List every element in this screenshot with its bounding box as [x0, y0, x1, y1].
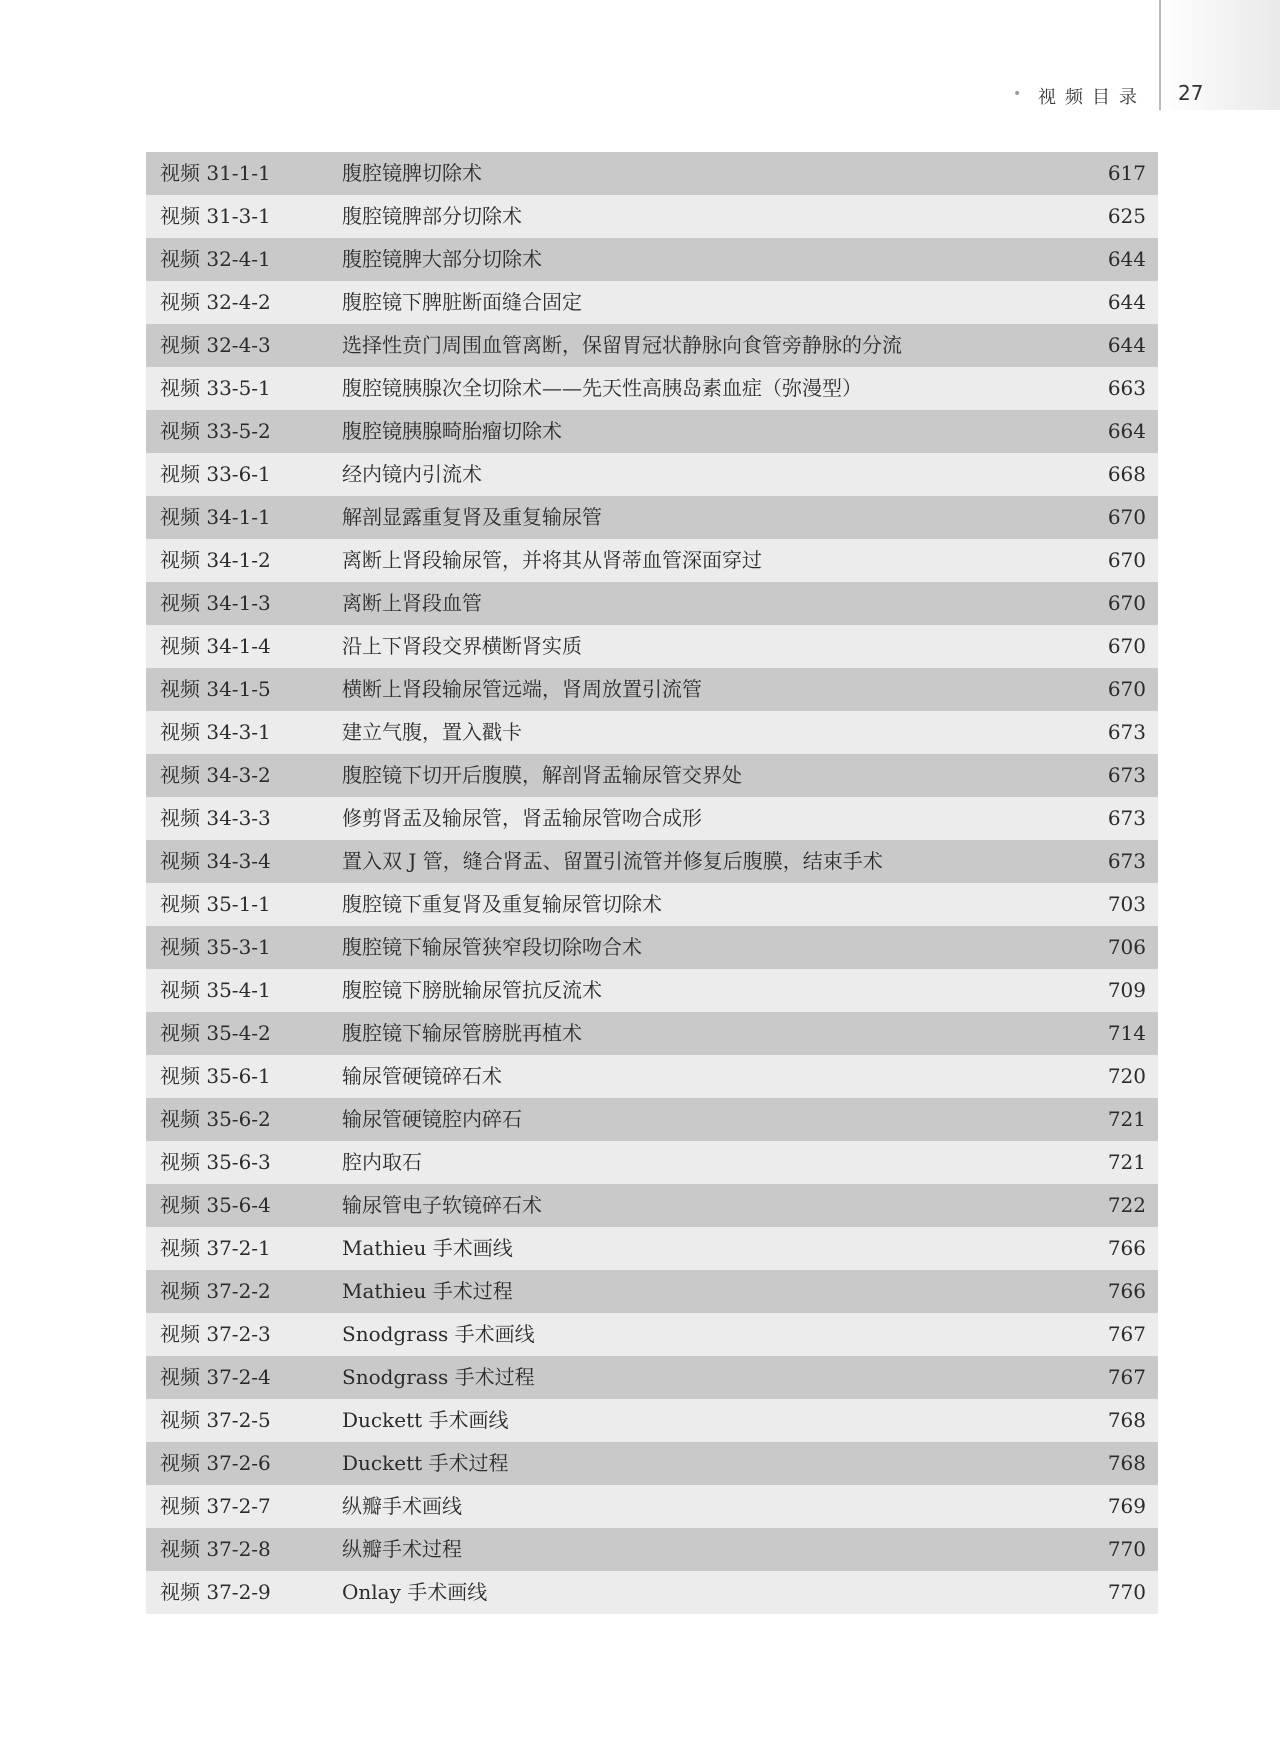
video-title: 选择性贲门周围血管离断，保留胃冠状静脉向食管旁静脉的分流	[342, 333, 902, 357]
video-page-number: 617	[1107, 161, 1146, 185]
video-page-number: 709	[1107, 978, 1146, 1002]
video-page-number: 721	[1107, 1150, 1146, 1174]
video-page-number: 768	[1107, 1451, 1146, 1475]
video-id: 视频 35-3-1	[160, 935, 271, 959]
video-title: Snodgrass 手术画线	[342, 1322, 535, 1346]
video-id: 视频 33-6-1	[160, 462, 271, 486]
video-entry-row[interactable]	[146, 238, 1158, 281]
video-id: 视频 37-2-2	[160, 1279, 271, 1303]
video-page-number: 768	[1107, 1408, 1146, 1432]
video-id: 视频 34-3-2	[160, 763, 271, 787]
video-title: 建立气腹，置入戳卡	[342, 720, 522, 744]
video-entry-row[interactable]	[146, 324, 1158, 367]
video-entry-row[interactable]	[146, 1442, 1158, 1485]
video-id: 视频 35-6-2	[160, 1107, 271, 1131]
video-entry-row[interactable]	[146, 1270, 1158, 1313]
video-id: 视频 33-5-1	[160, 376, 271, 400]
video-title: 横断上肾段输尿管远端，肾周放置引流管	[342, 677, 702, 701]
video-id: 视频 34-1-4	[160, 634, 271, 658]
video-entry-row[interactable]	[146, 883, 1158, 926]
video-id: 视频 34-3-3	[160, 806, 271, 830]
video-page-number: 673	[1107, 849, 1146, 873]
video-id: 视频 32-4-3	[160, 333, 271, 357]
video-index-table	[146, 152, 1158, 1614]
video-title: Snodgrass 手术过程	[342, 1365, 535, 1389]
video-page-number: 721	[1107, 1107, 1146, 1131]
video-id: 视频 35-4-1	[160, 978, 271, 1002]
video-entry-row[interactable]	[146, 367, 1158, 410]
video-page-number: 670	[1107, 591, 1146, 615]
video-title: 纵瓣手术过程	[342, 1537, 462, 1561]
video-page-number: 673	[1107, 763, 1146, 787]
video-title: Duckett 手术画线	[342, 1408, 509, 1432]
video-title: 腹腔镜下脾脏断面缝合固定	[342, 290, 582, 314]
video-page-number: 644	[1107, 247, 1146, 271]
video-id: 视频 31-1-1	[160, 161, 271, 185]
video-page-number: 766	[1107, 1279, 1146, 1303]
video-page-number: 714	[1107, 1021, 1146, 1045]
video-id: 视频 35-6-4	[160, 1193, 271, 1217]
video-page-number: 644	[1107, 333, 1146, 357]
video-title: 解剖显露重复肾及重复输尿管	[342, 505, 602, 529]
video-entry-row[interactable]	[146, 1485, 1158, 1528]
video-title: 腔内取石	[342, 1150, 422, 1174]
video-title: 腹腔镜下膀胱输尿管抗反流术	[342, 978, 602, 1002]
video-title: 腹腔镜下输尿管膀胱再植术	[342, 1021, 582, 1045]
video-title: 腹腔镜下重复肾及重复输尿管切除术	[342, 892, 662, 916]
video-page-number: 720	[1107, 1064, 1146, 1088]
video-entry-row[interactable]	[146, 1528, 1158, 1571]
video-entry-row[interactable]	[146, 410, 1158, 453]
video-entry-row[interactable]	[146, 1141, 1158, 1184]
video-id: 视频 37-2-9	[160, 1580, 271, 1604]
video-entry-row[interactable]	[146, 1227, 1158, 1270]
video-title: 纵瓣手术画线	[342, 1494, 462, 1518]
video-id: 视频 34-3-4	[160, 849, 271, 873]
running-header	[0, 80, 1280, 112]
video-page-number: 722	[1107, 1193, 1146, 1217]
video-entry-row[interactable]	[146, 1399, 1158, 1442]
video-id: 视频 37-2-3	[160, 1322, 271, 1346]
video-title: Mathieu 手术画线	[342, 1236, 513, 1260]
video-page-number: 663	[1107, 376, 1146, 400]
video-page-number: 767	[1107, 1322, 1146, 1346]
video-entry-row[interactable]	[146, 668, 1158, 711]
video-title: 沿上下肾段交界横断肾实质	[342, 634, 582, 658]
video-page-number: 670	[1107, 505, 1146, 529]
video-page-number: 664	[1107, 419, 1146, 443]
video-title: Mathieu 手术过程	[342, 1279, 513, 1303]
video-id: 视频 35-6-1	[160, 1064, 271, 1088]
video-id: 视频 35-6-3	[160, 1150, 271, 1174]
video-page-number: 770	[1107, 1580, 1146, 1604]
video-title: 腹腔镜脾大部分切除术	[342, 247, 542, 271]
video-entry-row[interactable]	[146, 711, 1158, 754]
video-id: 视频 34-1-5	[160, 677, 271, 701]
video-entry-row[interactable]	[146, 1356, 1158, 1399]
video-id: 视频 37-2-7	[160, 1494, 271, 1518]
video-id: 视频 37-2-6	[160, 1451, 271, 1475]
video-entry-row[interactable]	[146, 1055, 1158, 1098]
video-id: 视频 34-3-1	[160, 720, 271, 744]
video-entry-row[interactable]	[146, 1313, 1158, 1356]
bullet-icon: •	[1013, 86, 1022, 102]
video-id: 视频 37-2-4	[160, 1365, 271, 1389]
video-entry-row[interactable]	[146, 496, 1158, 539]
section-title: 视频目录	[1038, 87, 1146, 108]
video-entry-row[interactable]	[146, 539, 1158, 582]
video-title: 腹腔镜脾切除术	[342, 161, 482, 185]
video-entry-row[interactable]	[146, 281, 1158, 324]
video-entry-row[interactable]	[146, 926, 1158, 969]
video-id: 视频 35-1-1	[160, 892, 271, 916]
video-entry-row[interactable]	[146, 625, 1158, 668]
video-title: Duckett 手术过程	[342, 1451, 509, 1475]
video-page-number: 644	[1107, 290, 1146, 314]
video-id: 视频 33-5-2	[160, 419, 271, 443]
video-title: 输尿管硬镜碎石术	[342, 1064, 502, 1088]
video-entry-row[interactable]	[146, 195, 1158, 238]
video-page-number: 766	[1107, 1236, 1146, 1260]
video-id: 视频 32-4-1	[160, 247, 271, 271]
video-entry-row[interactable]	[146, 969, 1158, 1012]
video-page-number: 673	[1107, 806, 1146, 830]
page-number: 27	[1178, 81, 1204, 105]
video-title: 腹腔镜胰腺畸胎瘤切除术	[342, 419, 562, 443]
video-id: 视频 37-2-5	[160, 1408, 271, 1432]
video-entry-row[interactable]	[146, 1571, 1158, 1614]
video-title: 输尿管电子软镜碎石术	[342, 1193, 542, 1217]
video-title: 腹腔镜胰腺次全切除术——先天性高胰岛素血症（弥漫型）	[342, 376, 862, 400]
video-title: 离断上肾段输尿管，并将其从肾蒂血管深面穿过	[342, 548, 762, 572]
video-page-number: 703	[1107, 892, 1146, 916]
video-entry-row[interactable]	[146, 840, 1158, 883]
video-page-number: 673	[1107, 720, 1146, 744]
video-title: 修剪肾盂及输尿管，肾盂输尿管吻合成形	[342, 806, 702, 830]
video-entry-row[interactable]	[146, 754, 1158, 797]
video-title: 经内镜内引流术	[342, 462, 482, 486]
video-page-number: 767	[1107, 1365, 1146, 1389]
video-id: 视频 35-4-2	[160, 1021, 271, 1045]
video-page-number: 770	[1107, 1537, 1146, 1561]
video-title: Onlay 手术画线	[342, 1580, 488, 1604]
video-entry-row[interactable]	[146, 152, 1158, 195]
video-id: 视频 32-4-2	[160, 290, 271, 314]
video-entry-row[interactable]	[146, 453, 1158, 496]
video-title: 腹腔镜下切开后腹膜，解剖肾盂输尿管交界处	[342, 763, 742, 787]
video-title: 离断上肾段血管	[342, 591, 482, 615]
video-id: 视频 37-2-1	[160, 1236, 271, 1260]
video-page-number: 625	[1107, 204, 1146, 228]
video-id: 视频 34-1-3	[160, 591, 271, 615]
video-id: 视频 37-2-8	[160, 1537, 271, 1561]
video-title: 置入双 J 管，缝合肾盂、留置引流管并修复后腹膜，结束手术	[342, 849, 883, 873]
video-page-number: 706	[1107, 935, 1146, 959]
video-entry-row[interactable]	[146, 582, 1158, 625]
video-title: 腹腔镜下输尿管狭窄段切除吻合术	[342, 935, 642, 959]
video-title: 输尿管硬镜腔内碎石	[342, 1107, 522, 1131]
video-id: 视频 31-3-1	[160, 204, 271, 228]
video-id: 视频 34-1-2	[160, 548, 271, 572]
video-entry-row[interactable]	[146, 1012, 1158, 1055]
video-page-number: 670	[1107, 634, 1146, 658]
video-entry-row[interactable]	[146, 1184, 1158, 1227]
video-page-number: 670	[1107, 548, 1146, 572]
video-page-number: 670	[1107, 677, 1146, 701]
video-title: 腹腔镜脾部分切除术	[342, 204, 522, 228]
video-entry-row[interactable]	[146, 1098, 1158, 1141]
video-id: 视频 34-1-1	[160, 505, 271, 529]
video-page-number: 769	[1107, 1494, 1146, 1518]
video-page-number: 668	[1107, 462, 1146, 486]
video-entry-row[interactable]	[146, 797, 1158, 840]
